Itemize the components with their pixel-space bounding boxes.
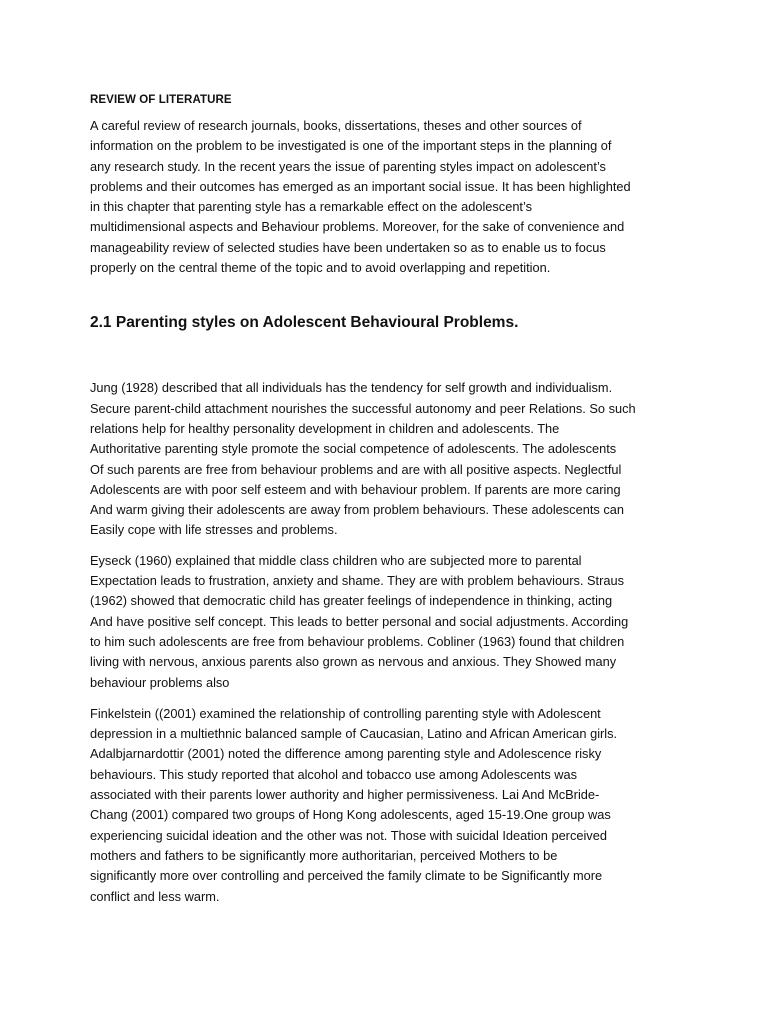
document-heading: REVIEW OF LITERATURE [90, 94, 232, 106]
section-title: 2.1 Parenting styles on Adolescent Behavioural Problems. [90, 314, 519, 332]
paragraph-jung: Jung (1928) described that all individuals has the tendency for self growth and individualism. Secure parent-child attachment nourishes the successful autonomy and peer Relations. So such relations help for healthy personality development in children and adolescents. The Authoritative parenting style promote the social competence of adolescents. The adolescents Of such parents are free from behaviour problems and are with all positive aspects. Neglectful Adolescents are with poor self esteem and with behaviour problem. If parents are more caring And warm giving their adolescents are away from problem behaviours. These adolescents can Easily cope with life stresses and problems. [90, 380, 636, 538]
paragraph-eyseck: Eyseck (1960) explained that middle class children who are subjected more to parental Expectation leads to frustration, anxiety and shame. They are with problem behaviours. Straus (1962) showed that democratic child has greater feelings of independence in thinking, acting And have positive self concept. This leads to better personal and social adjustments. According to him such adolescents are free from behaviour problems. Cobliner (1963) found that children living with nervous, anxious parents also grown as nervous and anxious. They Showed many behaviour problems also [90, 552, 629, 690]
intro-paragraph: A careful review of research journals, books, dissertations, theses and other sources of information on the problem to be investigated is one of the important steps in the planning of any research study. In the recent years the issue of parenting styles impact on adolescent’s problems and their outcomes has emerged as an important social issue. It has been highlighted in this chapter that parenting style has a remarkable effect on the adolescent’s multidimensional aspects and Behaviour problems. Moreover, for the sake of convenience and manageability review of selected studies have been undertaken so as to enable us to focus properly on the central theme of the topic and to avoid overlapping and repetition. [90, 118, 631, 276]
paragraph-finkelstein: Finkelstein ((2001) examined the relationship of controlling parenting style with Adolescent depression in a multiethnic balanced sample of Caucasian, Latino and African American girls. Adalbjarnardottir (2001) noted the difference among parenting style and Adolescence risky behaviours. This study reported that alcohol and tobacco use among Adolescents was associated with their parents lower authority and higher permissiveness. Lai And McBride- Chang (2001) compared two groups of Hong Kong adolescents, aged 15-19.One group was experiencing suicidal ideation and the other was not. Those with suicidal Ideation perceived mothers and fathers to be significantly more authoritarian, perceived Mothers to be significantly more over controlling and perceived the family climate to be Significantly more conflict and less warm. [90, 705, 618, 904]
